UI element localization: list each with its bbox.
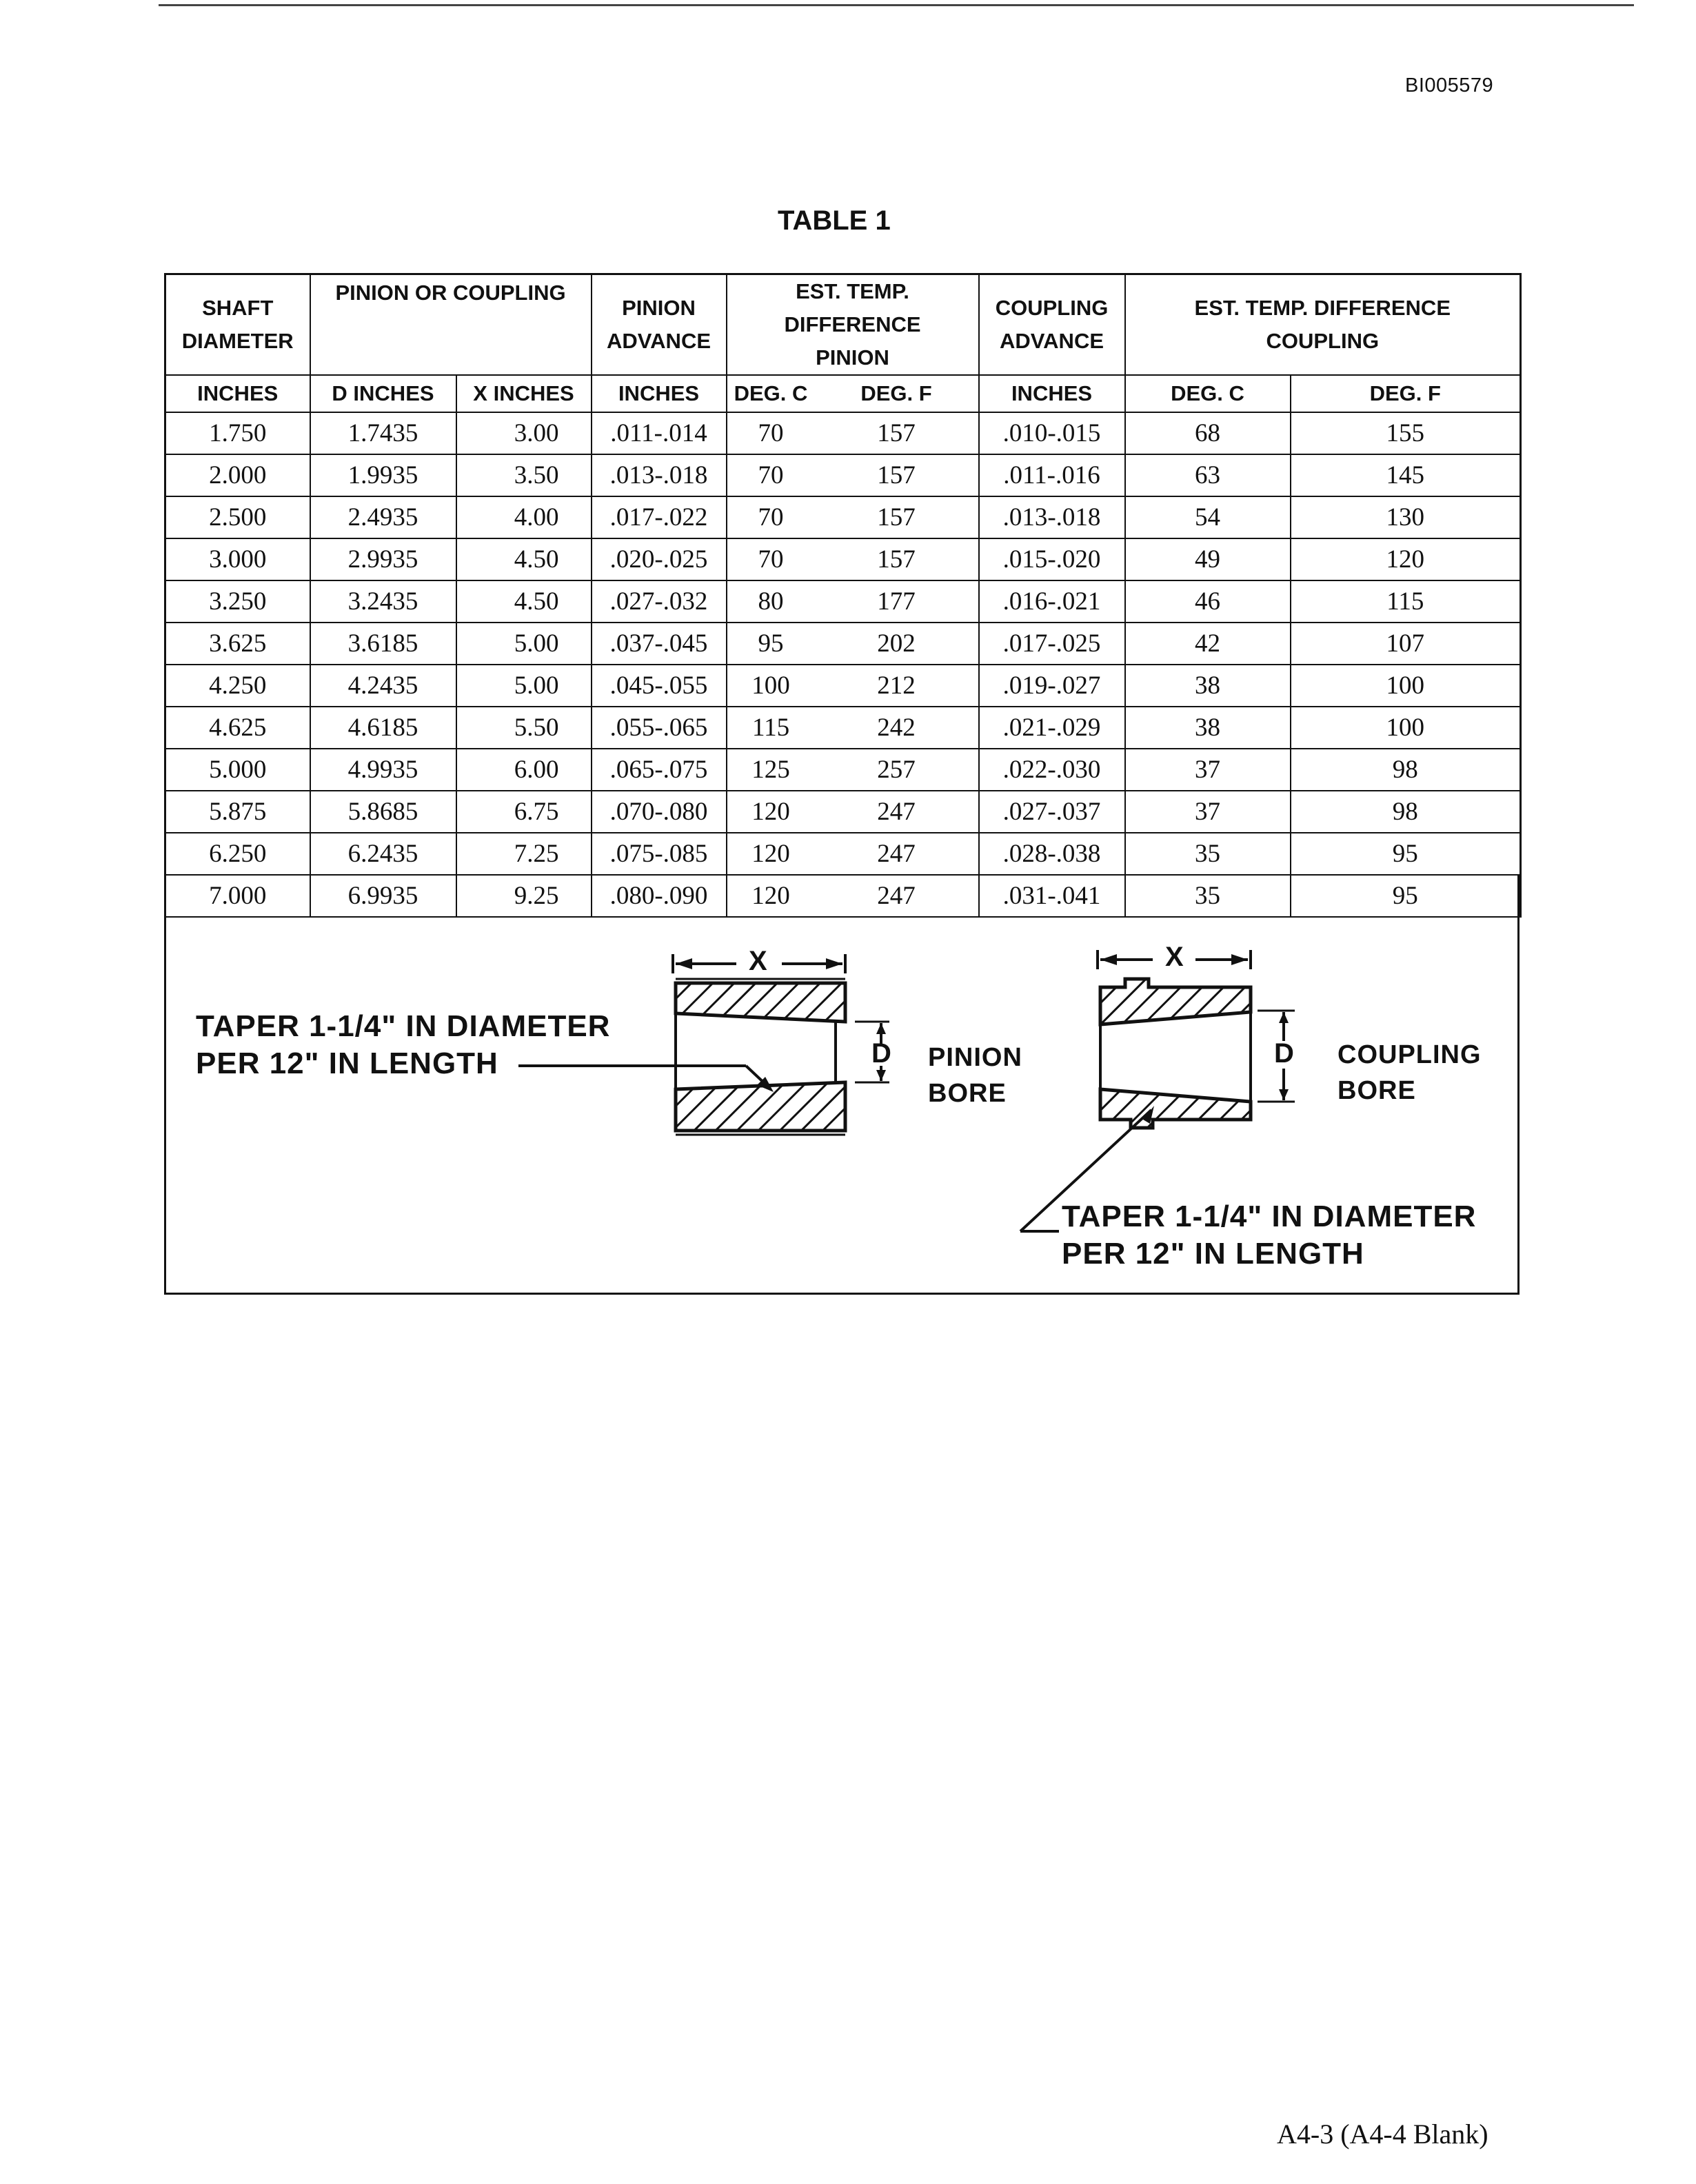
table-cell: .080-.090 xyxy=(592,875,727,917)
table-cell: 247 xyxy=(815,791,979,833)
table-cell: 70 xyxy=(727,538,815,580)
subheader-cell: INCHES xyxy=(165,375,310,412)
table-cell: 38 xyxy=(1125,707,1291,749)
table-cell: 242 xyxy=(815,707,979,749)
table-cell: 145 xyxy=(1291,454,1521,496)
table-cell: .013-.018 xyxy=(979,496,1125,538)
subheader-cell: DEG. F xyxy=(1291,375,1521,412)
table-cell: .045-.055 xyxy=(592,665,727,707)
page-footer: A4-3 (A4-4 Blank) xyxy=(1277,2119,1488,2150)
table-cell: .022-.030 xyxy=(979,749,1125,791)
table-cell: .020-.025 xyxy=(592,538,727,580)
subheader-cell: D INCHES xyxy=(310,375,456,412)
pinion-or-coupling-header: PINION OR COUPLING xyxy=(310,274,592,376)
est-temp-pinion-header: EST. TEMP. DIFFERENCE PINION xyxy=(727,274,979,376)
table-cell: 100 xyxy=(1291,665,1521,707)
table-cell: 6.75 xyxy=(456,791,592,833)
table-cell: 107 xyxy=(1291,623,1521,665)
coupling-d-dimension-label: D xyxy=(1274,1038,1294,1069)
table-cell: 4.00 xyxy=(456,496,592,538)
table-cell: 35 xyxy=(1125,875,1291,917)
table-cell: 3.625 xyxy=(165,623,310,665)
table-cell: .021-.029 xyxy=(979,707,1125,749)
table-cell: 6.250 xyxy=(165,833,310,875)
table-cell: 3.2435 xyxy=(310,580,456,623)
table-cell: 7.000 xyxy=(165,875,310,917)
table-cell: 115 xyxy=(1291,580,1521,623)
table-cell: 3.6185 xyxy=(310,623,456,665)
table-title: TABLE 1 xyxy=(778,205,891,236)
table-cell: 115 xyxy=(727,707,815,749)
table-cell: .070-.080 xyxy=(592,791,727,833)
table-cell: .031-.041 xyxy=(979,875,1125,917)
coupling-bore-label: COUPLING BORE xyxy=(1337,1040,1482,1105)
table-cell: 130 xyxy=(1291,496,1521,538)
table-cell: .011-.016 xyxy=(979,454,1125,496)
shaft-diameter-header: SHAFT DIAMETER xyxy=(165,274,310,376)
table-cell: 2.000 xyxy=(165,454,310,496)
table-cell: 3.250 xyxy=(165,580,310,623)
table-cell: .019-.027 xyxy=(979,665,1125,707)
table-cell: 70 xyxy=(727,454,815,496)
pinion-x-dimension-label: X xyxy=(749,946,767,976)
table-cell: .075-.085 xyxy=(592,833,727,875)
table-cell: 95 xyxy=(1291,833,1521,875)
table-cell: .013-.018 xyxy=(592,454,727,496)
table-cell: 2.4935 xyxy=(310,496,456,538)
table-cell: 70 xyxy=(727,412,815,454)
table-cell: 4.625 xyxy=(165,707,310,749)
subheader-cell: DEG. C xyxy=(727,375,815,412)
table-cell: .015-.020 xyxy=(979,538,1125,580)
coupling-advance-header: COUPLING ADVANCE xyxy=(979,274,1125,376)
table-cell: 100 xyxy=(1291,707,1521,749)
table-cell: 5.00 xyxy=(456,665,592,707)
table-cell: .027-.032 xyxy=(592,580,727,623)
pinion-taper-note: TAPER 1-1/4" IN DIAMETER PER 12" IN LENGTH xyxy=(196,1009,611,1080)
table-cell: 4.250 xyxy=(165,665,310,707)
table-cell: 4.9935 xyxy=(310,749,456,791)
table-cell: 120 xyxy=(1291,538,1521,580)
table-cell: 157 xyxy=(815,412,979,454)
table-cell: .027-.037 xyxy=(979,791,1125,833)
table-cell: 4.6185 xyxy=(310,707,456,749)
table-cell: 95 xyxy=(1291,875,1521,917)
coupling-bore-drawing xyxy=(1020,950,1295,1231)
table-cell: .016-.021 xyxy=(979,580,1125,623)
table-cell: .017-.025 xyxy=(979,623,1125,665)
table-cell: .037-.045 xyxy=(592,623,727,665)
table-cell: 120 xyxy=(727,791,815,833)
table-cell: 46 xyxy=(1125,580,1291,623)
table-cell: 125 xyxy=(727,749,815,791)
pinion-d-dimension-label: D xyxy=(871,1038,891,1069)
table-cell: 49 xyxy=(1125,538,1291,580)
table-cell: 54 xyxy=(1125,496,1291,538)
table-cell: .011-.014 xyxy=(592,412,727,454)
table-cell: 4.50 xyxy=(456,580,592,623)
table-cell: 3.00 xyxy=(456,412,592,454)
subheader-cell: DEG. F xyxy=(815,375,979,412)
table-cell: 1.9935 xyxy=(310,454,456,496)
table-cell: 35 xyxy=(1125,833,1291,875)
table-cell: 68 xyxy=(1125,412,1291,454)
table-cell: 95 xyxy=(727,623,815,665)
table-cell: 120 xyxy=(727,833,815,875)
table-cell: 2.9935 xyxy=(310,538,456,580)
table-cell: 37 xyxy=(1125,749,1291,791)
table-cell: 5.875 xyxy=(165,791,310,833)
table-cell: 38 xyxy=(1125,665,1291,707)
table-cell: 212 xyxy=(815,665,979,707)
table-cell: 1.750 xyxy=(165,412,310,454)
table-cell: 1.7435 xyxy=(310,412,456,454)
subheader-cell: X INCHES xyxy=(456,375,592,412)
table-cell: 70 xyxy=(727,496,815,538)
table-cell: 6.2435 xyxy=(310,833,456,875)
table-cell: 5.00 xyxy=(456,623,592,665)
table-cell: .065-.075 xyxy=(592,749,727,791)
table-cell: .055-.065 xyxy=(592,707,727,749)
table-cell: 98 xyxy=(1291,749,1521,791)
table-cell: 247 xyxy=(815,833,979,875)
table-cell: 100 xyxy=(727,665,815,707)
table-cell: 4.50 xyxy=(456,538,592,580)
table-cell: 120 xyxy=(727,875,815,917)
table-cell: .010-.015 xyxy=(979,412,1125,454)
table-cell: 37 xyxy=(1125,791,1291,833)
subheader-cell: INCHES xyxy=(979,375,1125,412)
table-cell: 3.000 xyxy=(165,538,310,580)
subheader-cell: INCHES xyxy=(592,375,727,412)
table-cell: 42 xyxy=(1125,623,1291,665)
table-cell: 202 xyxy=(815,623,979,665)
table-cell: 257 xyxy=(815,749,979,791)
document-id: BI005579 xyxy=(1405,74,1494,97)
table-cell: 5.000 xyxy=(165,749,310,791)
table-cell: 157 xyxy=(815,454,979,496)
table-cell: .028-.038 xyxy=(979,833,1125,875)
table-cell: 80 xyxy=(727,580,815,623)
table-cell: 3.50 xyxy=(456,454,592,496)
table-cell: 177 xyxy=(815,580,979,623)
coupling-x-dimension-label: X xyxy=(1165,942,1184,972)
table-cell: 9.25 xyxy=(456,875,592,917)
coupling-taper-note: TAPER 1-1/4" IN DIAMETER PER 12" IN LENGTH xyxy=(1062,1200,1477,1271)
pinion-bore-label: PINION BORE xyxy=(928,1043,1022,1108)
subheader-cell: DEG. C xyxy=(1125,375,1291,412)
table-cell: 63 xyxy=(1125,454,1291,496)
table-cell: 247 xyxy=(815,875,979,917)
table-cell: 7.25 xyxy=(456,833,592,875)
table-cell: 5.8685 xyxy=(310,791,456,833)
pinion-advance-header: PINION ADVANCE xyxy=(592,274,727,376)
table-cell: .017-.022 xyxy=(592,496,727,538)
table-cell: 4.2435 xyxy=(310,665,456,707)
table-cell: 157 xyxy=(815,496,979,538)
table-cell: 6.00 xyxy=(456,749,592,791)
est-temp-coupling-header: EST. TEMP. DIFFERENCE COUPLING xyxy=(1194,296,1451,353)
table-cell: 2.500 xyxy=(165,496,310,538)
table-cell: 98 xyxy=(1291,791,1521,833)
table-cell: 5.50 xyxy=(456,707,592,749)
table-cell: 157 xyxy=(815,538,979,580)
table-cell: 155 xyxy=(1291,412,1521,454)
table-cell: 6.9935 xyxy=(310,875,456,917)
